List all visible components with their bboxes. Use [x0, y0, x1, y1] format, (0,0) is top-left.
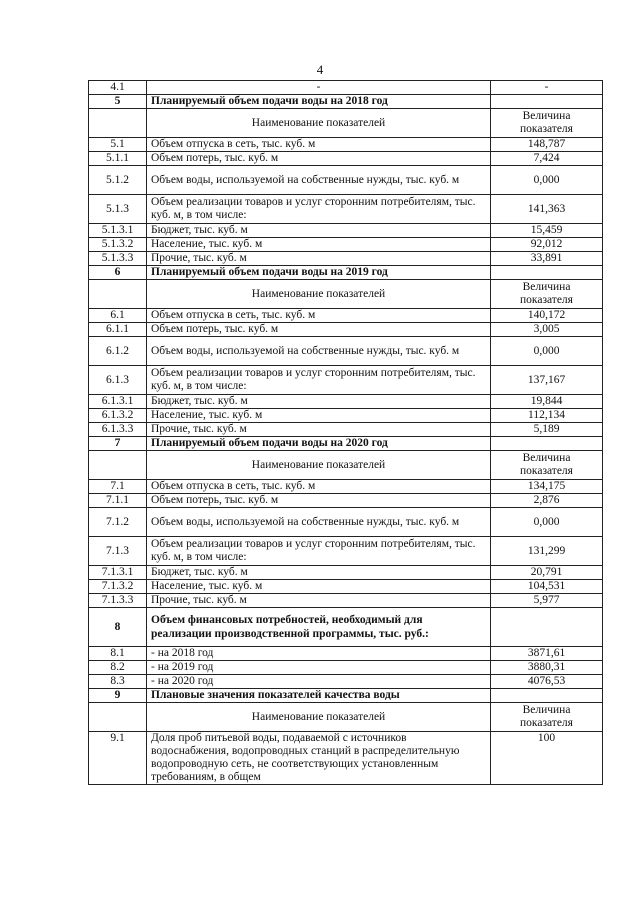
table-row: [89, 594, 603, 608]
section-row: [89, 689, 603, 703]
row-name: Объем воды, используемой на собственные нужды, тыс. куб. м: [147, 166, 491, 195]
row-number: 4.1: [89, 81, 147, 95]
empty-cell: [89, 109, 147, 138]
row-name: Объем потерь, тыс. куб. м: [147, 152, 491, 166]
empty-cell: [491, 95, 603, 109]
row-value: 20,791: [491, 566, 603, 580]
row-number: 6.1.2: [89, 337, 147, 366]
row-name: Объем реализации товаров и услуг сторонним потребителям, тыс. куб. м, в том числе:: [147, 366, 491, 395]
row-value: 5,189: [491, 423, 603, 437]
row-number: 8.3: [89, 675, 147, 689]
header-value: Величина показателя: [491, 280, 603, 309]
row-name: Объем отпуска в сеть, тыс. куб. м: [147, 309, 491, 323]
section-title: Планируемый объем подачи воды на 2020 год: [147, 437, 491, 451]
row-name: Объем реализации товаров и услуг сторонним потребителям, тыс. куб. м, в том числе:: [147, 537, 491, 566]
row-number: 7.1: [89, 480, 147, 494]
row-number: 5.1: [89, 138, 147, 152]
section-title: Планируемый объем подачи воды на 2018 год: [147, 95, 491, 109]
section-number: 8: [89, 608, 147, 647]
row-value: 7,424: [491, 152, 603, 166]
row-number: 9.1: [89, 732, 147, 785]
row-value: 4076,53: [491, 675, 603, 689]
section-number: 9: [89, 689, 147, 703]
section-row: [89, 608, 603, 647]
table-row: [89, 224, 603, 238]
row-value: 0,000: [491, 337, 603, 366]
indicators-table: [88, 80, 603, 785]
row-number: 5.1.1: [89, 152, 147, 166]
row-value: 0,000: [491, 508, 603, 537]
row-name: - на 2018 год: [147, 647, 491, 661]
row-value: 33,891: [491, 252, 603, 266]
row-number: 5.1.3.3: [89, 252, 147, 266]
row-value: 2,876: [491, 494, 603, 508]
table-row: [89, 480, 603, 494]
table-row: [89, 423, 603, 437]
table-row: [89, 138, 603, 152]
header-name: Наименование показателей: [147, 280, 491, 309]
section-row: [89, 266, 603, 280]
row-value: 112,134: [491, 409, 603, 423]
empty-cell: [491, 266, 603, 280]
row-number: 5.1.3.1: [89, 224, 147, 238]
row-value: 5,977: [491, 594, 603, 608]
row-value: 104,531: [491, 580, 603, 594]
table-row: [89, 309, 603, 323]
row-name: Объем воды, используемой на собственные нужды, тыс. куб. м: [147, 508, 491, 537]
row-number: 6.1.3.1: [89, 395, 147, 409]
header-value: Величина показателя: [491, 109, 603, 138]
row-name: Объем отпуска в сеть, тыс. куб. м: [147, 480, 491, 494]
row-name: -: [147, 81, 491, 95]
row-number: 6.1.1: [89, 323, 147, 337]
row-name: Объем реализации товаров и услуг сторонним потребителям, тыс. куб. м, в том числе:: [147, 195, 491, 224]
table-row: [89, 166, 603, 195]
empty-cell: [491, 689, 603, 703]
row-value: 3880,31: [491, 661, 603, 675]
empty-cell: [89, 280, 147, 309]
section-number: 7: [89, 437, 147, 451]
row-value: -: [491, 81, 603, 95]
row-value: 0,000: [491, 166, 603, 195]
row-name: Население, тыс. куб. м: [147, 580, 491, 594]
table-row: [89, 366, 603, 395]
row-number: 5.1.3: [89, 195, 147, 224]
row-value: 131,299: [491, 537, 603, 566]
table-row: [89, 661, 603, 675]
table-row: [89, 252, 603, 266]
table-row: [89, 494, 603, 508]
row-value: 134,175: [491, 480, 603, 494]
row-name: Население, тыс. куб. м: [147, 409, 491, 423]
header-name: Наименование показателей: [147, 451, 491, 480]
table-row: [89, 323, 603, 337]
section-number: 6: [89, 266, 147, 280]
row-value: 141,363: [491, 195, 603, 224]
row-number: 6.1.3.3: [89, 423, 147, 437]
table-row: [89, 238, 603, 252]
row-value: 3871,61: [491, 647, 603, 661]
table-row: [89, 395, 603, 409]
row-name: Бюджет, тыс. куб. м: [147, 395, 491, 409]
section-title: Планируемый объем подачи воды на 2019 год: [147, 266, 491, 280]
row-name: Объем воды, используемой на собственные нужды, тыс. куб. м: [147, 337, 491, 366]
column-header-row: [89, 109, 603, 138]
row-name: Бюджет, тыс. куб. м: [147, 566, 491, 580]
column-header-row: [89, 703, 603, 732]
row-number: 8.2: [89, 661, 147, 675]
row-number: 5.1.2: [89, 166, 147, 195]
empty-cell: [491, 608, 603, 647]
table-row: [89, 508, 603, 537]
table-row: [89, 580, 603, 594]
row-name: Бюджет, тыс. куб. м: [147, 224, 491, 238]
row-value: 137,167: [491, 366, 603, 395]
table-row: [89, 337, 603, 366]
row-name: Население, тыс. куб. м: [147, 238, 491, 252]
header-value: Величина показателя: [491, 451, 603, 480]
row-name: Объем отпуска в сеть, тыс. куб. м: [147, 138, 491, 152]
table-row: [89, 81, 603, 95]
row-number: 6.1: [89, 309, 147, 323]
table-row: [89, 566, 603, 580]
column-header-row: [89, 280, 603, 309]
section-row: [89, 437, 603, 451]
table-row: [89, 732, 603, 785]
header-name: Наименование показателей: [147, 703, 491, 732]
row-name: - на 2020 год: [147, 675, 491, 689]
header-value: Величина показателя: [491, 703, 603, 732]
row-number: 7.1.1: [89, 494, 147, 508]
row-number: 6.1.3.2: [89, 409, 147, 423]
row-value: 148,787: [491, 138, 603, 152]
row-number: 7.1.3.2: [89, 580, 147, 594]
row-name: Прочие, тыс. куб. м: [147, 252, 491, 266]
row-value: 19,844: [491, 395, 603, 409]
section-title: Объем финансовых потребностей, необходимый для реализации производственной программы, тыс. руб.:: [147, 608, 491, 647]
row-number: 5.1.3.2: [89, 238, 147, 252]
section-row: [89, 95, 603, 109]
page-number: 4: [316, 62, 324, 77]
row-name: Доля проб питьевой воды, подаваемой с источников водоснабжения, водопроводных станций в распределительную водопроводную сеть, не соответствующих установленным требованиям, в общем: [147, 732, 491, 785]
table-row: [89, 537, 603, 566]
empty-cell: [89, 451, 147, 480]
table-row: [89, 195, 603, 224]
row-name: - на 2019 год: [147, 661, 491, 675]
row-value: 15,459: [491, 224, 603, 238]
row-name: Прочие, тыс. куб. м: [147, 594, 491, 608]
row-number: 6.1.3: [89, 366, 147, 395]
empty-cell: [89, 703, 147, 732]
row-number: 7.1.3.1: [89, 566, 147, 580]
row-number: 7.1.3: [89, 537, 147, 566]
row-value: 3,005: [491, 323, 603, 337]
row-name: Объем потерь, тыс. куб. м: [147, 494, 491, 508]
table-row: [89, 409, 603, 423]
table-row: [89, 675, 603, 689]
row-value: 92,012: [491, 238, 603, 252]
row-number: 8.1: [89, 647, 147, 661]
row-value: 100: [491, 732, 603, 785]
row-number: 7.1.2: [89, 508, 147, 537]
row-value: 140,172: [491, 309, 603, 323]
row-name: Объем потерь, тыс. куб. м: [147, 323, 491, 337]
column-header-row: [89, 451, 603, 480]
table-row: [89, 647, 603, 661]
section-title: Плановые значения показателей качества воды: [147, 689, 491, 703]
table-row: [89, 152, 603, 166]
empty-cell: [491, 437, 603, 451]
header-name: Наименование показателей: [147, 109, 491, 138]
row-number: 7.1.3.3: [89, 594, 147, 608]
row-name: Прочие, тыс. куб. м: [147, 423, 491, 437]
section-number: 5: [89, 95, 147, 109]
